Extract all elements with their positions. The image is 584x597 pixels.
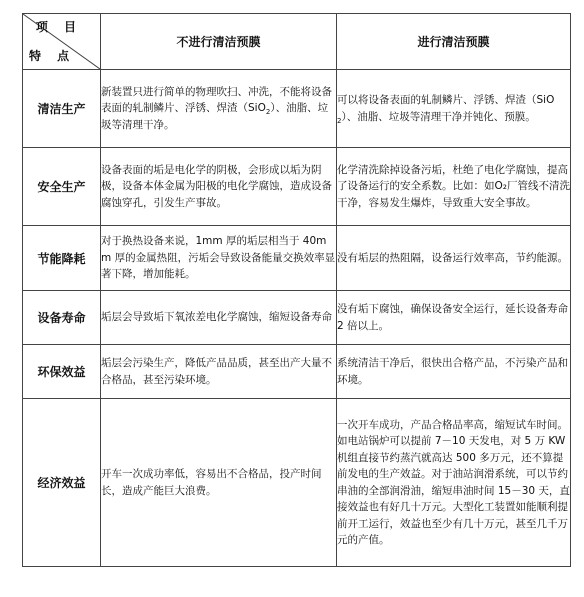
row-label: 设备寿命 (23, 291, 101, 345)
table-row (23, 148, 571, 226)
cell-clean: 没有垢下腐蚀，确保设备安全运行，延长设备寿命 2 倍以上。 (337, 291, 571, 345)
row-label: 节能降耗 (23, 226, 101, 291)
table-row (23, 226, 571, 291)
row-label: 安全生产 (23, 148, 101, 226)
cell-clean: 没有垢层的热阻隔，设备运行效率高，节约能源。 (337, 226, 571, 291)
table-row (23, 345, 571, 399)
cell-no-clean: 设备表面的垢是电化学的阴极，会形成以垢为阴极，设备本体金属为阳极的电化学腐蚀，造成设备腐蚀穿孔，引发生产事故。 (101, 148, 337, 226)
cell-no-clean: 新装置只进行简单的物理吹扫、冲洗，不能将设备表面的轧制鳞片、浮锈、焊渣（SiO$_2$）、油脂、垃圾等清理干净。 (101, 70, 337, 148)
diagonal-header-cell (23, 14, 101, 70)
column-header-clean: 进行清洁预膜 (337, 14, 571, 70)
cell-no-clean: 对于换热设备来说，1mm 厚的垢层相当于 40mm 厚的金属热阻，污垢会导致设备能量交换效率显著下降，增加能耗。 (101, 226, 337, 291)
row-label: 环保效益 (23, 345, 101, 399)
cell-no-clean: 垢层会污染生产，降低产品品质，甚至出产大量不合格品，甚至污染环境。 (101, 345, 337, 399)
column-header-no-clean: 不进行清洁预膜 (101, 14, 337, 70)
table-row (23, 291, 571, 345)
cell-no-clean: 开车一次成功率低，容易出不合格品，投产时间长，造成产能巨大浪费。 (101, 399, 337, 567)
cell-clean: 系统清洁干净后，很快出合格产品，不污染产品和环境。 (337, 345, 571, 399)
table-row (23, 70, 571, 148)
cell-no-clean: 垢层会导致垢下氧浓差电化学腐蚀，缩短设备寿命 (101, 291, 337, 345)
table-row (23, 399, 571, 567)
header-item-label: 项 目 (35, 20, 82, 34)
header-feature-label: 特 点 (29, 49, 76, 63)
cell-clean: 一次开车成功，产品合格品率高，缩短试车时间。如电站锅炉可以提前 7－10 天发电，对 5 万 KW 机组直接节约蒸汽就高达 500 多万元，还不算提前发电的生产效益。对于油站润滑系统，可以节约串油的全部润滑油，缩短串油时间 15－30 天，直接效益也有好几十万元。大型化工装置如能顺利提前开工运行，效益也至少有几十万元，甚至几千万元的产值。 (337, 399, 571, 567)
cell-clean: 化学清洗除掉设备污垢，杜绝了电化学腐蚀，提高了设备运行的安全系数。比如：如O₂厂管线不清洗干净，容易发生爆炸，导致重大安全事故。 (337, 148, 571, 226)
comparison-table (22, 13, 571, 567)
cell-clean: 可以将设备表面的轧制鳞片、浮锈、焊渣（SiO$_2$）、油脂、垃圾等清理干净并钝化、预膜。 (337, 70, 571, 148)
row-label: 经济效益 (23, 399, 101, 567)
row-label: 清洁生产 (23, 70, 101, 148)
header-row (23, 14, 571, 70)
